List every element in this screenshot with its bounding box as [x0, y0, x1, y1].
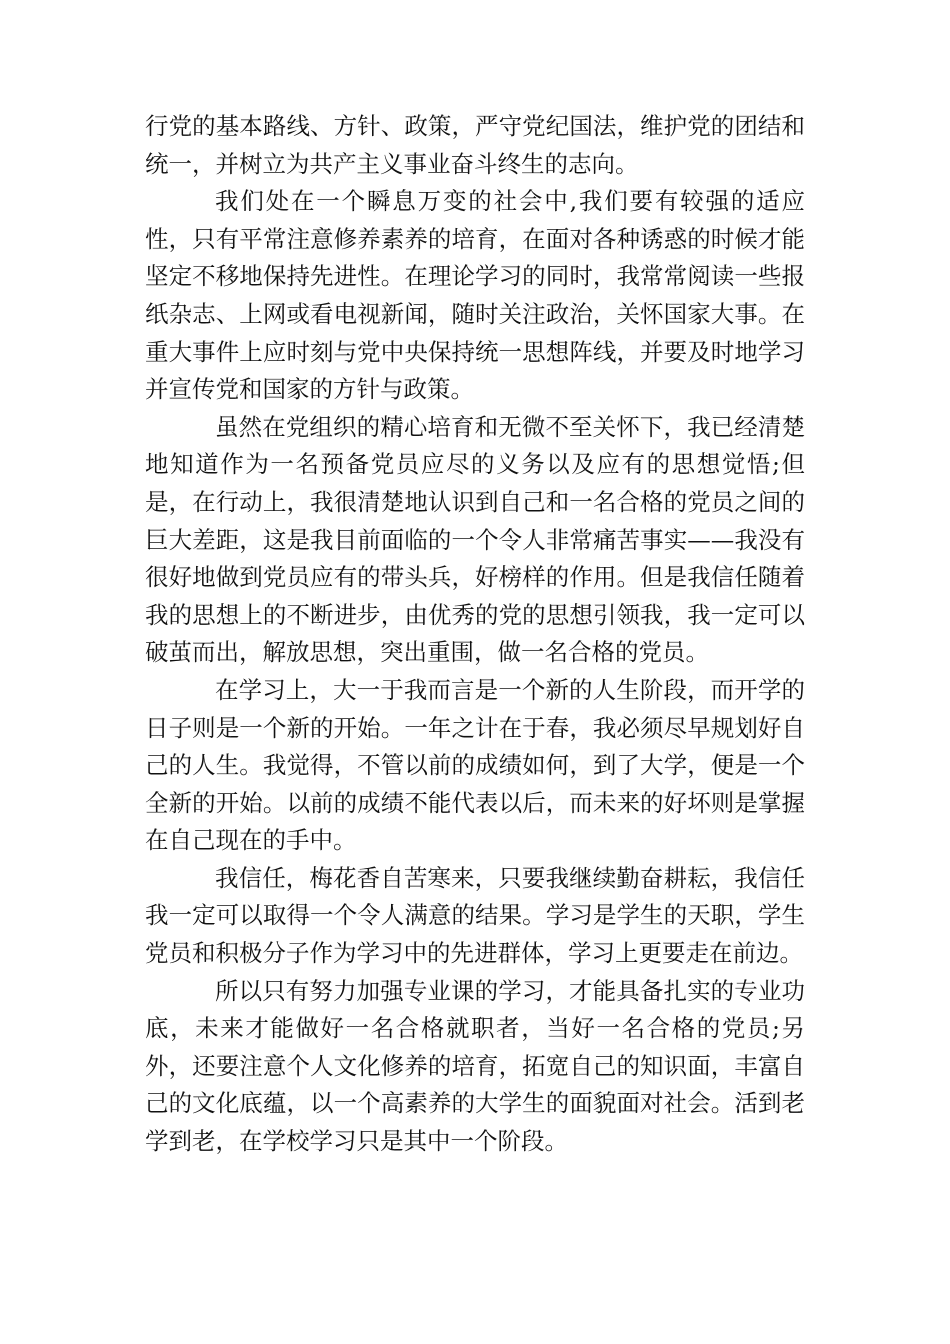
- paragraph: 在学习上，大一于我而言是一个新的人生阶段，而开学的日子则是一个新的开始。一年之计在于春，我必须尽早规划好自己的人生。我觉得，不管以前的成绩如何，到了大学，便是一个全新的开始。以前的成绩不能代表以后，而未来的好坏则是掌握在自己现在的手中。: [145, 675, 805, 855]
- document-body: [145, 108, 805, 1161]
- paragraph: 虽然在党组织的精心培育和无微不至关怀下，我已经清楚地知道作为一名预备党员应尽的义务以及应有的思想觉悟;但是，在行动上，我很清楚地认识到自己和一名合格的党员之间的巨大差距，这是我目前面临的一个令人非常痛苦事实——我没有很好地做到党员应有的带头兵，好榜样的作用。但是我信任随着我的思想上的不断进步，由优秀的党的思想引领我，我一定可以破茧而出，解放思想，突出重围，做一名合格的党员。: [145, 412, 805, 667]
- paragraph: 我们处在一个瞬息万变的社会中,我们要有较强的适应性，只有平常注意修养素养的培育，在面对各种诱惑的时候才能坚定不移地保持先进性。在理论学习的同时，我常常阅读一些报纸杂志、上网或看电视新闻，随时关注政治，关怀国家大事。在重大事件上应时刻与党中央保持统一思想阵线，并要及时地学习并宣传党和国家的方针与政策。: [145, 187, 805, 404]
- paragraph: 所以只有努力加强专业课的学习，才能具备扎实的专业功底，未来才能做好一名合格就职者，当好一名合格的党员;另外，还要注意个人文化修养的培育，拓宽自己的知识面，丰富自己的文化底蕴，以一个高素养的大学生的面貌面对社会。活到老学到老，在学校学习只是其中一个阶段。: [145, 976, 805, 1156]
- paragraph: 我信任，梅花香自苦寒来，只要我继续勤奋耕耘，我信任我一定可以取得一个令人满意的结果。学习是学生的天职，学生党员和积极分子作为学习中的先进群体，学习上更要走在前边。: [145, 863, 805, 968]
- paragraph-continued: 行党的基本路线、方针、政策，严守党纪国法，维护党的团结和统一，并树立为共产主义事业奋斗终生的志向。: [145, 112, 805, 178]
